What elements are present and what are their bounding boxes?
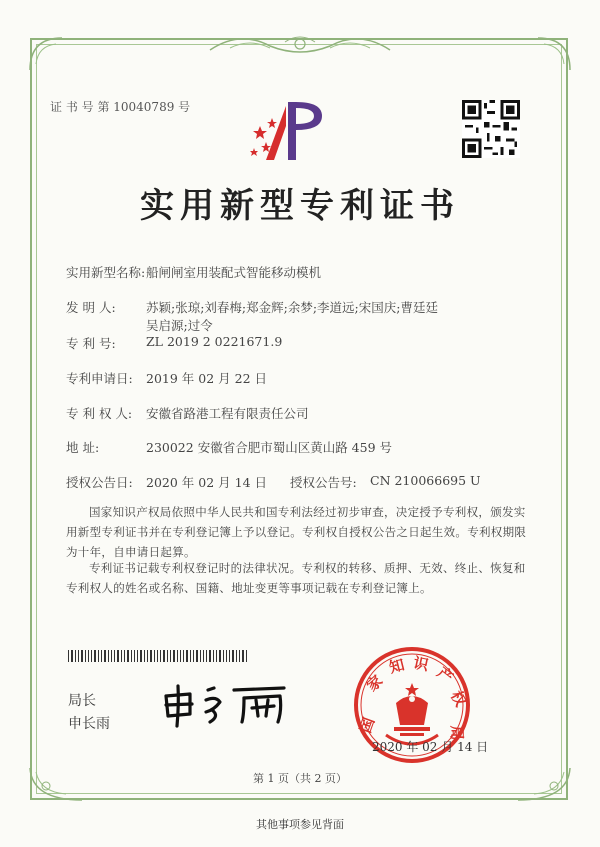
grant-announce-number: CN 210066695 U — [370, 473, 481, 488]
cnipa-logo-icon — [246, 96, 336, 166]
utility-model-name-label: 实用新型名称: — [66, 265, 146, 280]
svg-text:权: 权 — [446, 687, 470, 710]
address-label: 地 址: — [66, 440, 100, 455]
barcode-icon — [68, 650, 248, 662]
svg-text:家: 家 — [363, 671, 387, 695]
svg-text:知: 知 — [387, 655, 407, 677]
corner-ornament-top-right — [534, 34, 574, 74]
svg-text:识: 识 — [411, 653, 431, 675]
footer-note: 其他事项参见背面 — [256, 818, 344, 831]
grant-statement-paragraph: 国家知识产权局依照中华人民共和国专利法经过初步审查，决定授予专利权，颁发实用新型专利证书并在专利登记簿上予以登记。专利权自授权公告之日起生效。专利权期限为十年，自申请日起算。 — [66, 505, 527, 559]
svg-text:局: 局 — [448, 725, 466, 741]
inventors-line1: 苏颖;张琼;刘春梅;郑金辉;余梦;李道远;宋国庆;曹廷廷 — [146, 300, 438, 315]
director-name: 申长雨 — [68, 716, 110, 732]
legal-status-paragraph: 专利证书记载专利权登记时的法律状况。专利权的转移、质押、无效、终止、恢复和专利权人的姓名或名称、国籍、地址变更等事项记载在专利登记簿上。 — [66, 561, 526, 595]
utility-model-name: 船闸闸室用装配式智能移动模机 — [146, 265, 322, 280]
filing-date: 2019 年 02 月 22 日 — [146, 371, 267, 386]
certificate-title: 实用新型专利证书 — [140, 186, 460, 226]
director-title: 局长 — [68, 693, 96, 709]
svg-text:产: 产 — [433, 663, 457, 687]
patent-number: ZL 2019 2 0221671.9 — [146, 334, 283, 349]
director-signature-icon — [160, 680, 290, 728]
page-indicator: 第 1 页（共 2 页） — [253, 772, 347, 785]
certificate-number: 证 书 号 第 10040789 号 — [50, 100, 191, 114]
grant-announce-date-label: 授权公告日: — [66, 475, 133, 490]
address: 230022 安徽省合肥市蜀山区黄山路 459 号 — [146, 440, 392, 455]
top-ornament — [200, 28, 400, 58]
svg-text:国: 国 — [356, 715, 379, 736]
patentee: 安徽省路港工程有限责任公司 — [146, 406, 309, 421]
patentee-label: 专 利 权 人: — [66, 406, 133, 421]
inventors-label: 发 明 人: — [66, 300, 116, 315]
grant-announce-number-label: 授权公告号: — [290, 475, 357, 490]
qr-code-icon — [462, 100, 520, 158]
seal-date: 2020 年 02 月 14 日 — [372, 740, 489, 754]
corner-ornament-top-left — [26, 34, 66, 74]
patent-number-label: 专 利 号: — [66, 336, 116, 351]
inventors-line2: 吴启源;过令 — [146, 318, 213, 333]
grant-announce-date: 2020 年 02 月 14 日 — [146, 475, 267, 490]
filing-date-label: 专利申请日: — [66, 371, 133, 386]
